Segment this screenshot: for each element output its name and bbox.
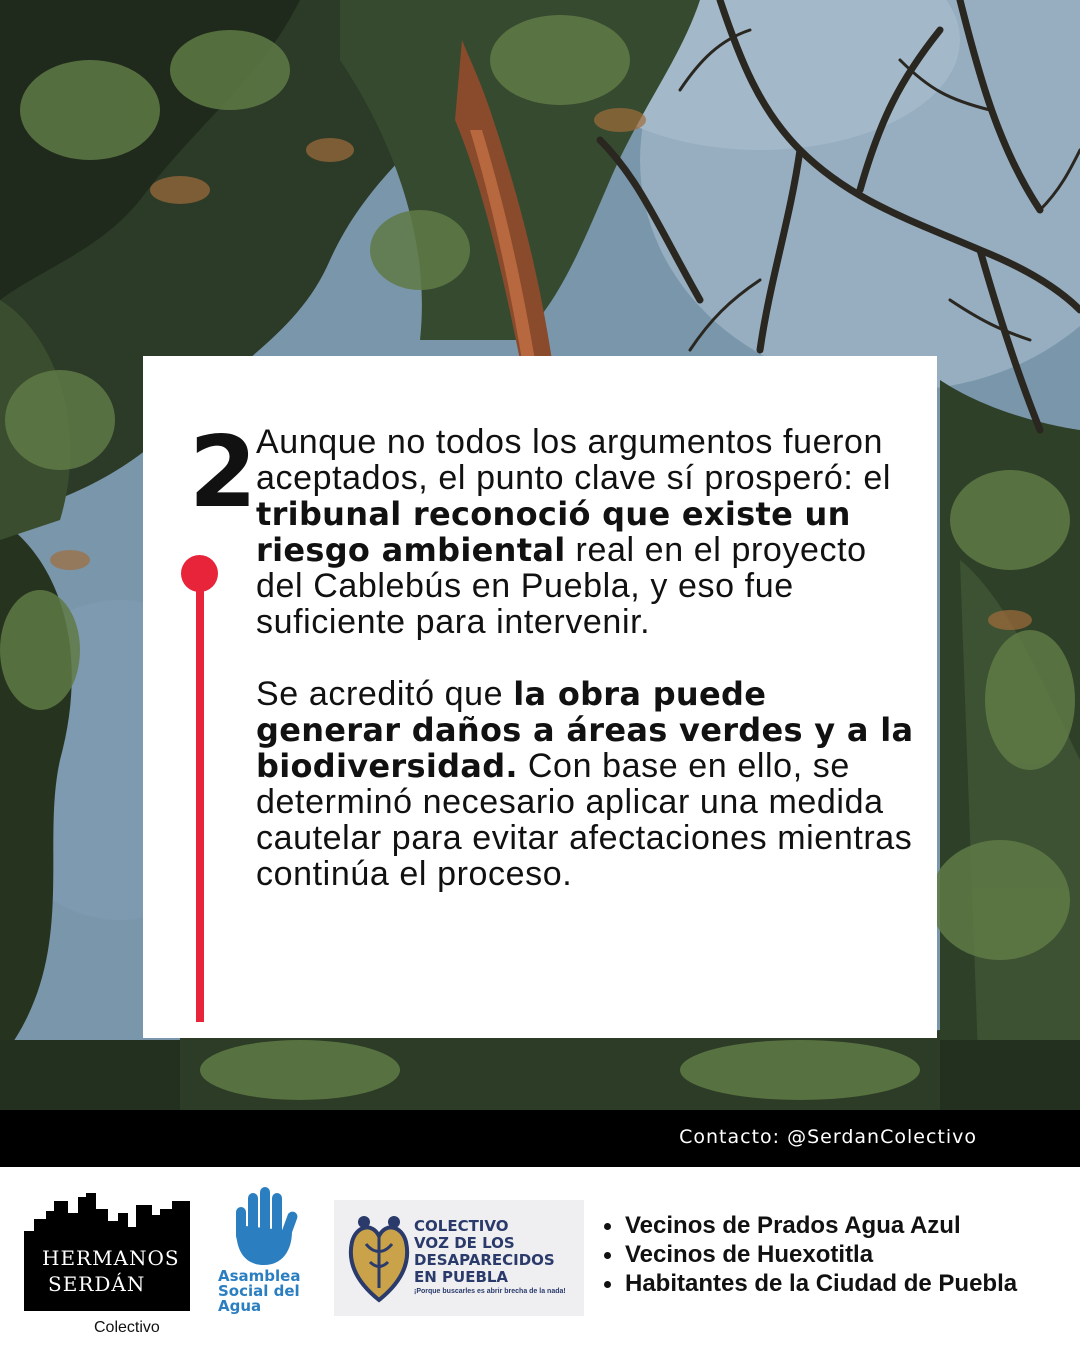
step-number: 2 [188,416,258,530]
paragraph-2-text-b: Con base en ello, se determinó necesario aplicar una medida cautelar para evitar afectaciones mientras continúa el proceso. [256,747,913,893]
supporter-item: Vecinos de Huexotitla [602,1240,1017,1269]
hermanos-serdan-sublabel: Colectivo [94,1319,160,1336]
timeline-line [196,576,204,1022]
contact-bar [0,1110,1080,1167]
supporter-item: Vecinos de Prados Agua Azul [602,1211,1017,1240]
content-card [143,356,937,1038]
colectivo-title [414,1218,584,1286]
hermanos-serdan-line1: HERMANOS [42,1246,180,1270]
asamblea-line1: Asamblea [218,1267,301,1285]
colectivo-voz-desaparecidos-logo [334,1200,584,1316]
asamblea-social-agua-logo [216,1185,316,1335]
contact-handle: Contacto: @SerdanColectivo [679,1126,977,1148]
paragraph-1-text-a: Aunque no todos los argumentos fueron aceptados, el punto clave sí prosperó: el [256,423,892,497]
paragraph-1-text-b: real en el proyecto del Cablebús en Puebla, y eso fue suficiente para intervenir. [256,531,867,641]
colectivo-tagline: ¡Porque buscarles es abrir brecha de la nada! [414,1288,566,1295]
hermanos-serdan-line2: SERDÁN [48,1272,146,1296]
colectivo-line2: VOZ DE LOS [414,1234,515,1252]
paragraph-1-highlight: tribunal reconoció que existe un riesgo ambiental [256,495,851,569]
asamblea-line3: Agua [218,1297,262,1315]
paragraph-2 [256,676,916,892]
colectivo-line4: EN PUEBLA [414,1268,509,1286]
colectivo-line1: COLECTIVO [414,1217,509,1235]
hermanos-serdan-logo [24,1191,194,1336]
body-text [256,424,916,892]
supporters-list [602,1211,1017,1298]
heart-emblem-icon [344,1210,414,1306]
footer [0,1167,1080,1350]
asamblea-text [218,1269,318,1314]
paragraph-2-text-a: Se acreditó que [256,675,514,713]
paragraph-2-highlight: la obra puede generar daños a áreas verdes y a la biodiversidad. [256,675,914,785]
colectivo-line3: DESAPARECIDOS [414,1251,555,1269]
skyline-logo-icon [24,1191,194,1319]
asamblea-line2: Social del [218,1282,300,1300]
paragraph-1 [256,424,916,640]
supporter-item: Habitantes de la Ciudad de Puebla [602,1269,1017,1298]
raised-hand-icon [228,1185,298,1267]
